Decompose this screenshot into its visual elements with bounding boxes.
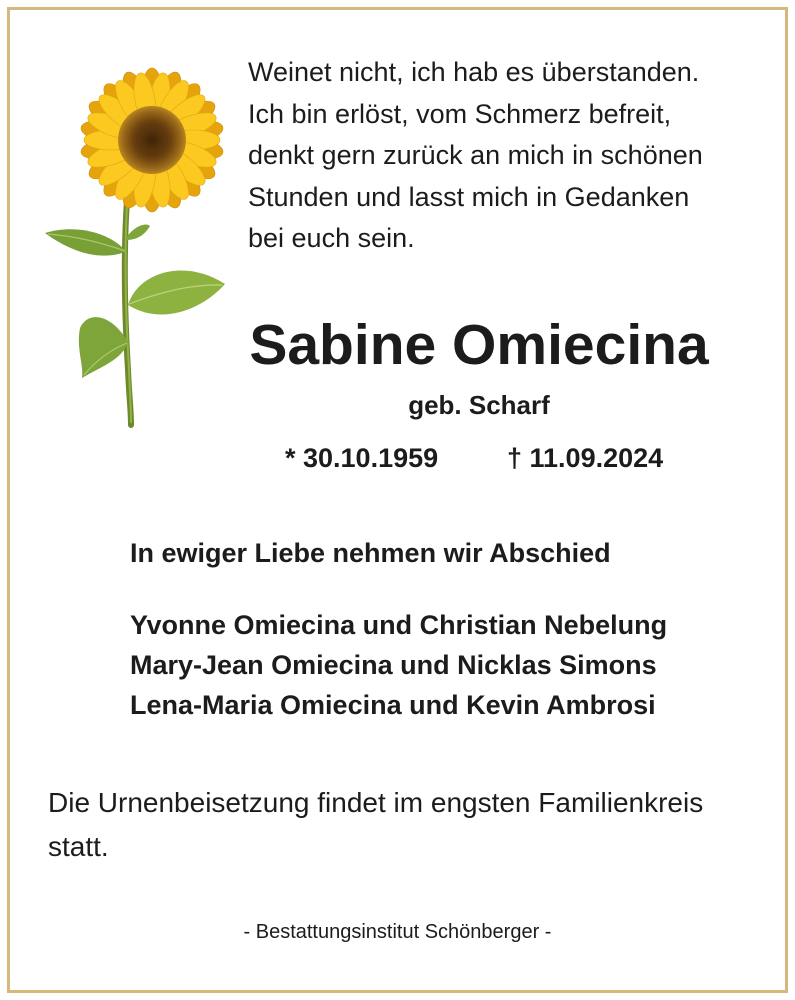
deceased-name: Sabine Omiecina bbox=[249, 313, 709, 377]
poem-line: Stunden und lasst mich in Gedanken bbox=[248, 181, 690, 212]
poem bbox=[248, 52, 703, 260]
sunflower-icon bbox=[0, 0, 260, 440]
death-date: † 11.09.2024 bbox=[507, 443, 664, 473]
funeral-home: - Bestattungsinstitut Schönberger - bbox=[243, 921, 552, 943]
poem-line: Weinet nicht, ich hab es überstanden. bbox=[248, 57, 700, 87]
sunflower-leaves bbox=[45, 225, 225, 379]
mourner-line: Mary-Jean Omiecina und Nicklas Simons bbox=[130, 650, 657, 680]
farewell-line: In ewiger Liebe nehmen wir Abschied bbox=[130, 538, 611, 568]
poem-line: Ich bin erlöst, vom Schmerz befreit, bbox=[248, 98, 672, 129]
mourners-list bbox=[130, 605, 667, 725]
mourner-line: Yvonne Omiecina und Christian Nebelung bbox=[130, 610, 668, 640]
birth-date: * 30.10.1959 bbox=[285, 443, 439, 473]
sunflower-head bbox=[79, 68, 225, 212]
burial-note: Die Urnenbeisetzung findet im engsten Familienkreis statt. bbox=[48, 787, 704, 862]
birth-name: geb. Scharf bbox=[408, 390, 550, 420]
poem-line: denkt gern zurück an mich in schönen bbox=[248, 140, 703, 170]
poem-line: bei euch sein. bbox=[248, 223, 415, 253]
mourner-line: Lena-Maria Omiecina und Kevin Ambrosi bbox=[130, 690, 656, 720]
